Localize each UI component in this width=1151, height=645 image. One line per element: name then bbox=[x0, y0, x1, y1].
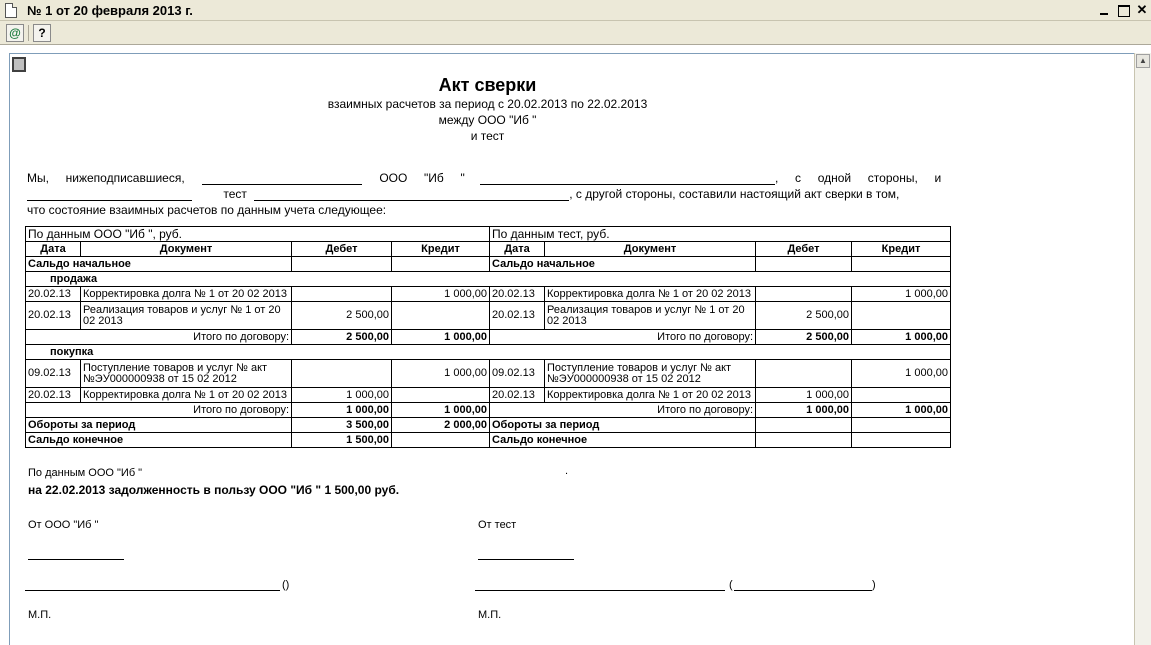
contract-total-label: Итого по договору: bbox=[490, 403, 756, 418]
stamp-label-left: М.П. bbox=[28, 609, 52, 621]
saldo-start-label: Сальдо начальное bbox=[26, 257, 292, 272]
toolbar-separator bbox=[28, 25, 29, 41]
cell-debit: 1 500,00 bbox=[292, 433, 392, 448]
cell-document: Реализация товаров и услуг № 1 от 20 02 2013 bbox=[545, 302, 756, 330]
email-icon[interactable]: @ bbox=[6, 24, 24, 42]
col-credit: Кредит bbox=[852, 242, 951, 257]
contract-label: покупка bbox=[26, 345, 951, 360]
cell-document: Поступление товаров и услуг № акт №ЭУ000000938 от 15 02 2012 bbox=[81, 360, 292, 388]
paren-open: ( bbox=[729, 579, 733, 591]
intro-text-end: , с одной стороны, и bbox=[775, 171, 942, 185]
cell-debit: 2 500,00 bbox=[756, 302, 852, 330]
saldo-end-label: Сальдо конечное bbox=[490, 433, 756, 448]
cell-credit: 1 000,00 bbox=[392, 360, 490, 388]
blank-line bbox=[202, 172, 362, 185]
blank-line bbox=[27, 188, 192, 201]
cell-document: Поступление товаров и услуг № акт №ЭУ000000938 от 15 02 2012 bbox=[545, 360, 756, 388]
intro-line-1 bbox=[27, 171, 947, 185]
signature-line-left-position bbox=[28, 559, 124, 560]
table-row-total bbox=[26, 403, 951, 418]
intro-line-3: что состояние взаимных расчетов по данным учета следующее: bbox=[27, 203, 387, 217]
act-title: Акт сверки bbox=[438, 75, 537, 95]
cell-credit: 1 000,00 bbox=[392, 287, 490, 302]
cell-date: 20.02.13 bbox=[490, 388, 545, 403]
debt-summary: на 22.02.2013 задолженность в пользу ООО "Иб " 1 500,00 руб. bbox=[28, 483, 400, 497]
document-area bbox=[9, 53, 1134, 645]
col-date: Дата bbox=[490, 242, 545, 257]
turnover-label: Обороты за период bbox=[26, 418, 292, 433]
cell-debit: 2 500,00 bbox=[292, 302, 392, 330]
signature-line-right-position bbox=[478, 559, 574, 560]
table-row-turnover bbox=[26, 418, 951, 433]
cell-date: 20.02.13 bbox=[26, 388, 81, 403]
act-subtitle-and: и тест bbox=[470, 129, 505, 143]
scroll-up-icon[interactable]: ▲ bbox=[1136, 54, 1150, 68]
cell-document: Корректировка долга № 1 от 20 02 2013 bbox=[81, 287, 292, 302]
cell-date: 09.02.13 bbox=[26, 360, 81, 388]
intro-text-2-end: , с другой стороны, составили настоящий акт сверки в том, bbox=[569, 187, 900, 201]
document-icon bbox=[5, 3, 17, 18]
help-button[interactable]: ? bbox=[33, 24, 51, 42]
toolbar bbox=[0, 21, 1151, 45]
table-row bbox=[26, 302, 951, 330]
saldo-end-label: Сальдо конечное bbox=[26, 433, 292, 448]
table-row bbox=[26, 360, 951, 388]
table-header-side bbox=[26, 227, 951, 242]
cell-debit: 2 500,00 bbox=[756, 330, 852, 345]
blank-line bbox=[254, 188, 569, 201]
table-header-cols bbox=[26, 242, 951, 257]
intro-org: ООО "Иб " bbox=[379, 171, 465, 185]
cell-credit: 1 000,00 bbox=[392, 403, 490, 418]
signature-line-left bbox=[25, 590, 280, 591]
title-bar bbox=[0, 0, 1151, 21]
intro-text-start: Мы, нижеподписавшиеся, bbox=[27, 171, 185, 185]
cell-document: Корректировка долга № 1 от 20 02 2013 bbox=[81, 388, 292, 403]
cell-debit: 1 000,00 bbox=[756, 388, 852, 403]
close-button[interactable]: ✕ bbox=[1136, 2, 1148, 17]
stray-dot: . bbox=[565, 465, 569, 477]
cell-date: 20.02.13 bbox=[26, 302, 81, 330]
signature-name-line-right bbox=[734, 590, 872, 591]
cell-debit: 2 500,00 bbox=[292, 330, 392, 345]
intro-test: тест bbox=[223, 187, 247, 201]
contract-total-label: Итого по договору: bbox=[26, 330, 292, 345]
col-debit: Дебет bbox=[756, 242, 852, 257]
cell-credit: 1 000,00 bbox=[392, 330, 490, 345]
window-title: № 1 от 20 февраля 2013 г. bbox=[27, 3, 193, 18]
turnover-label: Обороты за период bbox=[490, 418, 756, 433]
intro-line-2 bbox=[27, 187, 947, 201]
blank-line bbox=[480, 172, 775, 185]
table-row bbox=[26, 287, 951, 302]
reconciliation-table bbox=[25, 226, 951, 448]
cell-date: 20.02.13 bbox=[26, 287, 81, 302]
cell-date: 20.02.13 bbox=[490, 287, 545, 302]
cell-document: Реализация товаров и услуг № 1 от 20 02 2013 bbox=[81, 302, 292, 330]
cell-credit: 1 000,00 bbox=[852, 403, 951, 418]
cell-credit: 2 000,00 bbox=[392, 418, 490, 433]
cell-document: Корректировка долга № 1 от 20 02 2013 bbox=[545, 388, 756, 403]
cell-document: Корректировка долга № 1 от 20 02 2013 bbox=[545, 287, 756, 302]
table-row bbox=[26, 345, 951, 360]
table-row bbox=[26, 388, 951, 403]
act-subtitle-between: между ООО "Иб " bbox=[438, 113, 537, 127]
cell-credit: 1 000,00 bbox=[852, 287, 951, 302]
act-subtitle-period: взаимных расчетов за период с 20.02.2013 по 22.02.2013 bbox=[327, 97, 648, 111]
cell-debit: 3 500,00 bbox=[292, 418, 392, 433]
signature-line-right bbox=[475, 590, 725, 591]
cell-date: 09.02.13 bbox=[490, 360, 545, 388]
contract-label: продажа bbox=[26, 272, 951, 287]
cell-date: 20.02.13 bbox=[490, 302, 545, 330]
cell-credit: 1 000,00 bbox=[852, 330, 951, 345]
col-document: Документ bbox=[81, 242, 292, 257]
maximize-button[interactable] bbox=[1115, 2, 1131, 18]
saldo-start-label: Сальдо начальное bbox=[490, 257, 756, 272]
cell-debit: 1 000,00 bbox=[292, 388, 392, 403]
right-side-header: По данным тест, руб. bbox=[490, 227, 951, 242]
cell-credit: 1 000,00 bbox=[852, 360, 951, 388]
cell-debit: 1 000,00 bbox=[756, 403, 852, 418]
col-credit: Кредит bbox=[392, 242, 490, 257]
col-document: Документ bbox=[545, 242, 756, 257]
table-row bbox=[26, 257, 951, 272]
signature-from-left: От ООО "Иб " bbox=[28, 519, 99, 531]
signature-name-left: () bbox=[282, 579, 290, 591]
table-row bbox=[26, 272, 951, 287]
minimize-button[interactable] bbox=[1096, 2, 1112, 18]
col-debit: Дебет bbox=[292, 242, 392, 257]
left-side-header: По данным ООО "Иб ", руб. bbox=[26, 227, 490, 242]
cell-debit: 1 000,00 bbox=[292, 403, 392, 418]
contract-total-label: Итого по договору: bbox=[490, 330, 756, 345]
by-data-label: По данным ООО "Иб " bbox=[28, 467, 143, 479]
signature-from-right: От тест bbox=[478, 519, 517, 531]
vertical-scrollbar[interactable] bbox=[1134, 53, 1151, 645]
corner-marker bbox=[12, 57, 26, 72]
table-row-total bbox=[26, 330, 951, 345]
contract-total-label: Итого по договору: bbox=[26, 403, 292, 418]
table-row-saldo-end bbox=[26, 433, 951, 448]
col-date: Дата bbox=[26, 242, 81, 257]
stamp-label-right: М.П. bbox=[478, 609, 502, 621]
paren-close: ) bbox=[872, 579, 876, 591]
